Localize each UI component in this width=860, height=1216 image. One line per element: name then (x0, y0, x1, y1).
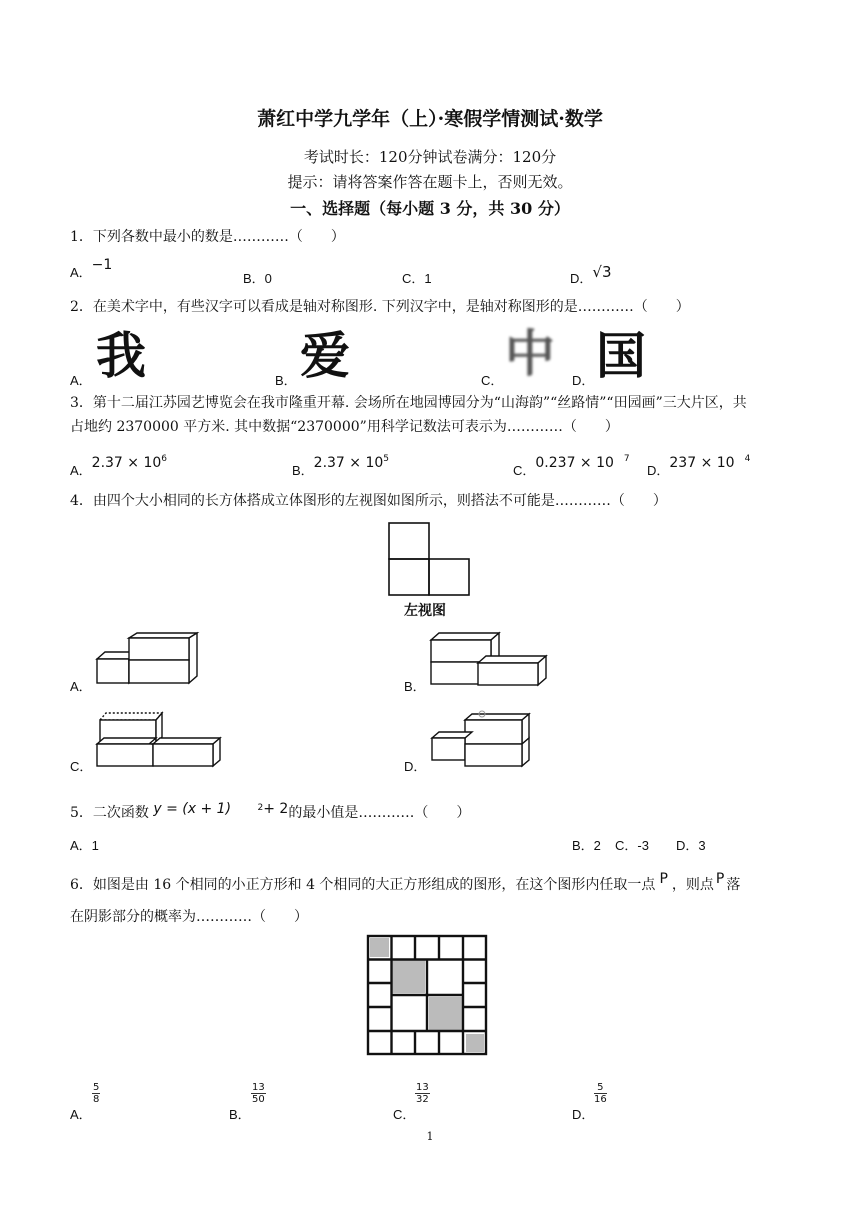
q6-option-b-label: B． (229, 1107, 251, 1122)
q6-option-a-fraction: $\frac{5}{8}$ (93, 1082, 100, 1105)
question-6-text-line2: 在阴影部分的概率为…………（ ） (70, 909, 308, 925)
q2-option-c-label: C． (481, 373, 504, 388)
q3-option-b: B．$2.37 \times 10^5$ (292, 454, 390, 478)
q4-option-d-figure (430, 708, 540, 768)
q5-option-c: C．-3 (615, 838, 649, 853)
question-5-text: 5．二次函数 y = (x + 1) $^2$+ 2的最小值是…………（ ） (70, 801, 471, 821)
question-1-text: 1．下列各数中最小的数是…………（ ） (70, 229, 345, 245)
q6-option-d-fraction: $\frac{5}{16}$ (594, 1082, 607, 1105)
q1-option-d: D．√3 (570, 263, 612, 286)
question-2-text: 2．在美术字中，有些汉字可以看成是轴对称图形. 下列汉字中，是轴对称图形的是…………（ ） (70, 299, 690, 315)
q4-option-b-label: B． (404, 679, 426, 694)
q6-grid-figure (366, 934, 490, 1058)
q4-option-b-figure (430, 632, 550, 688)
q2-option-d-label: D． (572, 373, 595, 388)
q1-option-c: C．1 (402, 271, 432, 286)
q4-option-a-figure (96, 632, 206, 688)
q1-option-a: A．−1 (70, 257, 113, 280)
q6-option-c-label: C． (393, 1107, 416, 1122)
q3-option-d: D．237 × 10 $^4$ (647, 454, 751, 478)
q6-option-a-label: A． (70, 1107, 92, 1122)
q2-option-a-label: A． (70, 373, 92, 388)
q2-option-c-char: 中 (505, 325, 555, 383)
exam-tip: 提示：请将答案作答在题卡上，否则无效。 (287, 173, 573, 191)
q6-option-d-label: D． (572, 1107, 595, 1122)
q3-option-a: A．$2.37 \times 10^6$ (70, 454, 168, 478)
question-3-text-line2: 占地约 2370000 平方米. 其中数据“2370000”用科学记数法可表示为…………（ ） (70, 419, 619, 435)
q3-option-c: C．0.237 × 10 $^7$ (513, 454, 630, 478)
q2-option-b-char: 爱 (300, 327, 350, 385)
q5-option-a: A．1 (70, 838, 99, 853)
q2-option-b-label: B． (275, 373, 297, 388)
q4-left-view-figure (388, 522, 472, 598)
question-4-text: 4．由四个大小相同的长方体搭成立体图形的左视图如图所示，则搭法不可能是…………（ ） (70, 493, 667, 509)
q4-option-c-label: C． (70, 759, 93, 774)
q5-formula-exp: 2 (257, 803, 264, 813)
q1-option-b: B．0 (243, 271, 272, 286)
q5-option-d: D．3 (676, 838, 706, 853)
q4-option-c-figure (96, 710, 224, 768)
q4-option-a-label: A． (70, 679, 92, 694)
question-3-text-line1: 3．第十二届江苏园艺博览会在我市隆重开幕. 会场所在地园博园分为“山海韵”“丝路情”“田园画”三大片区，共 (70, 395, 747, 411)
q4-figure-caption: 左视图 (404, 603, 446, 619)
exam-info: 考试时长：120分钟试卷满分：120分 (303, 148, 557, 166)
page-number: 1 (426, 1130, 434, 1143)
q5-option-b: B．2 (572, 838, 601, 853)
q6-option-c-fraction: $\frac{13}{32}$ (416, 1082, 429, 1105)
q5-formula-tail: + 2 (263, 801, 289, 817)
question-6-text-line1: 6．如图是由 16 个相同的小正方形和 4 个相同的大正方形组成的图形，在这个图形内任取一点 P ，则点 P 落 (70, 871, 741, 893)
q6-option-b-fraction: $\frac{13}{50}$ (252, 1082, 265, 1105)
q2-option-a-char: 我 (96, 327, 146, 385)
q4-option-d-label: D． (404, 759, 427, 774)
q2-option-d-char: 国 (596, 327, 646, 385)
section-heading: 一、选择题（每小题 3 分，共 30 分） (290, 199, 570, 218)
page-title: 萧红中学九学年（上）·寒假学情测试·数学 (257, 108, 603, 130)
q5-formula-base: y = (x + 1) (153, 801, 232, 817)
